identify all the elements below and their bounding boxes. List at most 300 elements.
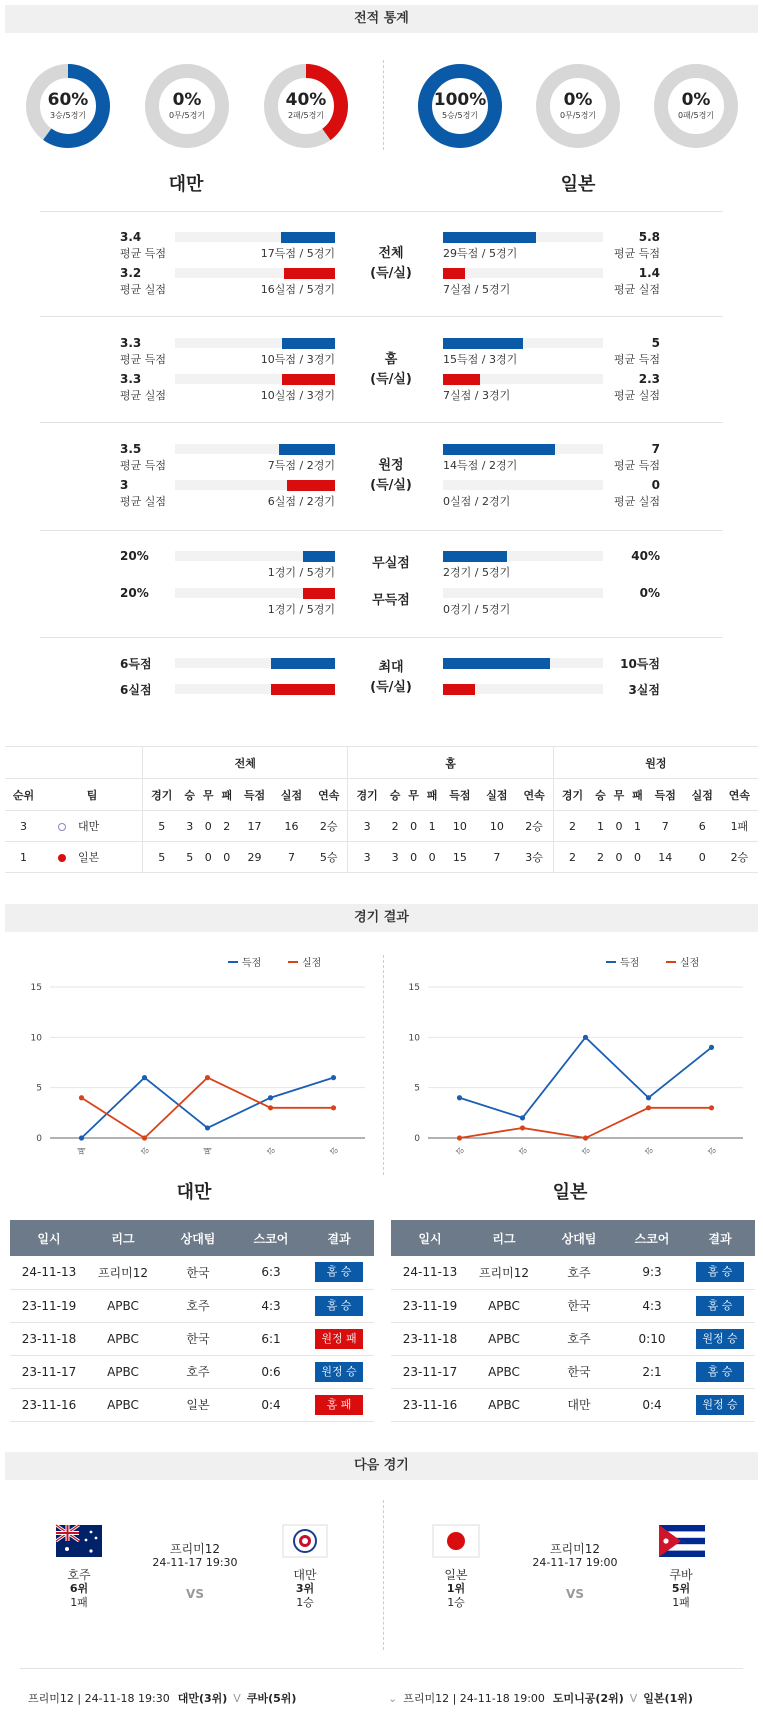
standings-cell [684, 842, 721, 873]
cell-value: 3 [363, 819, 371, 833]
cell-value: 17 [247, 819, 262, 833]
result-cell [304, 1289, 374, 1322]
away-bar [443, 684, 475, 695]
cell-value: 14 [658, 850, 673, 864]
donut-percent: 60% [47, 90, 89, 110]
next-team[interactable] [416, 1568, 496, 1610]
standings-col-header: 패 [423, 779, 442, 811]
result-cell [539, 1322, 619, 1355]
cell-value: 0 [410, 850, 418, 864]
result-value: APBC [107, 1364, 139, 1379]
result-cell [619, 1388, 685, 1421]
standings-col-header: 실점 [478, 779, 515, 811]
cell-value: 5 [158, 850, 166, 864]
away-shutout-value: 0% [639, 586, 660, 600]
result-cell [685, 1355, 755, 1388]
standings-cell [273, 842, 310, 873]
standings-col-header: 승 [591, 779, 610, 811]
standings-cell [42, 811, 143, 842]
cell-value: 3 [186, 819, 194, 833]
divider [40, 637, 723, 638]
standings-cell [553, 842, 591, 873]
divider [40, 530, 723, 531]
cell-value: 2 [391, 819, 399, 833]
result-value: 0:4 [261, 1397, 281, 1412]
result-cell [158, 1256, 238, 1289]
home-donut-2 [264, 64, 348, 148]
result-value: APBC [107, 1397, 139, 1412]
legend-label[interactable]: 득점 [242, 958, 262, 969]
result-row [391, 1256, 755, 1289]
group-total: 전체 [143, 747, 348, 779]
standings-cell [423, 811, 442, 842]
away-stat-value: 7 [651, 442, 660, 456]
chevron-down-icon[interactable]: ⌄ [388, 1692, 398, 1705]
result-value: 4:3 [642, 1298, 662, 1313]
legend-label[interactable]: 실점 [302, 958, 322, 969]
standings-cell [721, 811, 758, 842]
center-label-line: (득/실) [370, 478, 412, 493]
standings-cell [647, 811, 684, 842]
home-stat-label: 평균 득점 [120, 247, 167, 260]
cell-value: 6 [698, 819, 706, 833]
result-value: 한국 [186, 1265, 210, 1280]
y-tick-label: 0 [36, 1134, 42, 1144]
standings-col-header: 경기 [553, 779, 591, 811]
data-point [142, 1075, 147, 1080]
donut-percent: 0% [172, 90, 202, 110]
y-tick-label: 5 [414, 1083, 420, 1094]
away-results-table [391, 1220, 755, 1422]
away-shutout-count: 0경기 / 5경기 [443, 603, 511, 616]
legend-label[interactable]: 실점 [680, 958, 700, 969]
result-cell [685, 1289, 755, 1322]
standings-cell [348, 811, 386, 842]
home-team-name: 대만 [176, 1182, 212, 1203]
cell-value: 2 [596, 850, 604, 864]
cell-value: 3 [391, 850, 399, 864]
cell-value: 0 [428, 850, 436, 864]
result-cell [88, 1322, 158, 1355]
result-value: 호주 [567, 1265, 591, 1280]
x-tick-label: 승 [707, 1147, 717, 1155]
result-value: APBC [488, 1397, 520, 1412]
away-stat-label: 평균 득점 [613, 247, 660, 260]
result-cell [619, 1256, 685, 1289]
center-label-line: (득/실) [370, 372, 412, 387]
home-stat-value: 3.2 [120, 266, 142, 280]
cell-value: 7 [493, 850, 501, 864]
result-cell [539, 1355, 619, 1388]
home-stat-label: 평균 실점 [120, 283, 167, 296]
result-value: 프리미12 [97, 1265, 149, 1280]
result-cell [391, 1388, 469, 1421]
australia-flag-icon [56, 1525, 102, 1557]
next-team-record: 1패 [70, 1596, 88, 1609]
result-value: APBC [488, 1364, 520, 1379]
home-stat-count: 16실점 / 5경기 [260, 283, 335, 296]
standings-cell [143, 842, 181, 873]
away-donut-0 [418, 64, 502, 148]
data-point [142, 1135, 147, 1140]
data-point [709, 1105, 714, 1110]
result-value: 23-11-18 [21, 1331, 77, 1346]
donut-caption: 2패/5경기 [287, 111, 325, 120]
away-stat-count: 7실점 / 5경기 [443, 283, 511, 296]
donut-label [26, 64, 110, 148]
result-value: 호주 [186, 1299, 210, 1313]
result-cell [304, 1355, 374, 1388]
y-tick-label: 0 [414, 1134, 420, 1144]
next-team-record: 1패 [672, 1596, 690, 1609]
next-team-record: 1승 [296, 1596, 314, 1609]
standings-cell [515, 842, 553, 873]
away-stat-label: 평균 실점 [613, 389, 660, 402]
next-team[interactable] [39, 1568, 119, 1610]
home-stat-count: 6실점 / 2경기 [267, 495, 335, 508]
away-stat-label: 평균 득점 [613, 353, 660, 366]
x-tick-label: 승 [140, 1147, 150, 1155]
result-cell [238, 1322, 304, 1355]
home-bar [271, 658, 335, 669]
results-header-row [391, 1220, 755, 1256]
away-team-name: 일본 [552, 1182, 588, 1203]
home-team-name: 대만 [168, 174, 204, 195]
standings-cell [236, 842, 273, 873]
home-bar [284, 268, 335, 279]
standings-cell [310, 811, 348, 842]
x-tick-label: 패 [77, 1147, 87, 1155]
donut-label [536, 64, 620, 148]
away-stat-value: 5 [651, 336, 660, 350]
upcoming-opponent: 쿠바(5위) [246, 1692, 297, 1705]
standings-col-header: 득점 [236, 779, 273, 811]
home-bar [279, 444, 335, 455]
data-point [205, 1125, 210, 1130]
standings-cell [478, 811, 515, 842]
result-value: 23-11-16 [21, 1397, 77, 1412]
result-value: 0:4 [642, 1397, 662, 1412]
away-stat-count: 29득점 / 5경기 [443, 247, 518, 260]
standings-col-header: 경기 [348, 779, 386, 811]
result-row [391, 1289, 755, 1322]
home-stat-value: 3.3 [120, 336, 142, 350]
standings-cell [610, 842, 629, 873]
home-donut-1 [145, 64, 229, 148]
next-league: 프리미12 [169, 1542, 221, 1556]
japan-flag-icon [433, 1525, 479, 1557]
center-label-line: 홈 [384, 352, 398, 367]
donut-percent: 40% [285, 90, 327, 110]
standings-col-header: 무 [199, 779, 218, 811]
result-value: 4:3 [261, 1298, 281, 1313]
result-cell [238, 1256, 304, 1289]
standings-cell [441, 811, 478, 842]
legend-label[interactable]: 득점 [620, 958, 640, 969]
standings-cell [199, 842, 218, 873]
home-shutout-count: 1경기 / 5경기 [267, 603, 335, 616]
home-bar [303, 551, 335, 562]
result-badge: 원정 승 [696, 1395, 744, 1415]
standings-col-header: 득점 [647, 779, 684, 811]
away-bar [443, 268, 465, 279]
standings-cell [553, 811, 591, 842]
standings-cell [180, 811, 199, 842]
donut-label [264, 64, 348, 148]
away-stat-count: 7실점 / 3경기 [443, 389, 511, 402]
result-cell [685, 1322, 755, 1355]
x-tick-label: 승 [518, 1147, 528, 1155]
standings-cell [423, 842, 442, 873]
bar-track [443, 588, 603, 598]
away-stat-count: 15득점 / 3경기 [443, 353, 518, 366]
home-stat-label: 평균 실점 [120, 495, 167, 508]
divider [40, 316, 723, 317]
standings-cell [478, 842, 515, 873]
result-value: 23-11-19 [402, 1298, 458, 1313]
home-bar [303, 588, 335, 599]
upcoming-match-link[interactable] [388, 1690, 693, 1706]
result-value: 24-11-13 [402, 1265, 458, 1280]
result-value: 0:10 [638, 1331, 666, 1346]
team-link[interactable]: 대만 [78, 820, 100, 833]
cell-value: 29 [247, 850, 262, 864]
standings-cell [591, 842, 610, 873]
standings-cell [404, 842, 423, 873]
data-point [520, 1115, 525, 1120]
away-stat-count: 14득점 / 2경기 [443, 459, 518, 472]
result-cell [88, 1256, 158, 1289]
upcoming-info: 프리미12 | 24-11-18 19:30 [28, 1692, 170, 1705]
cell-value: 1 [428, 819, 436, 833]
standings-col-header: 팀 [42, 779, 143, 811]
data-point [331, 1075, 336, 1080]
standings-table [5, 746, 758, 873]
standings-cell [199, 811, 218, 842]
away-stat-value: 0 [651, 478, 660, 492]
next-team[interactable] [641, 1568, 721, 1610]
versus-mark: V [233, 1692, 241, 1705]
result-row [391, 1322, 755, 1355]
standings-cell [628, 811, 647, 842]
shutout-center-label: 무득점 [372, 593, 410, 608]
upcoming-team: 도미니공(2위) [552, 1692, 624, 1705]
standings-col-header: 순위 [5, 779, 42, 811]
cell-value: 2 [568, 819, 576, 833]
away-bar [443, 658, 550, 669]
cell-value: 10 [489, 819, 504, 833]
standings-col-header: 무 [404, 779, 423, 811]
cell-value: 0 [204, 850, 212, 864]
cell-value: 3 [20, 819, 27, 833]
standings-cell [610, 811, 629, 842]
y-tick-label: 5 [36, 1083, 42, 1094]
stats-header: 전적 통계 [5, 5, 758, 33]
result-value: 24-11-13 [21, 1265, 77, 1280]
result-row [391, 1355, 755, 1388]
donut-percent: 0% [681, 90, 711, 110]
away-max-value: 3실점 [628, 683, 660, 697]
home-shutout-value: 20% [120, 586, 149, 600]
result-cell [619, 1355, 685, 1388]
max-center-label [351, 658, 431, 698]
standings-cell [591, 811, 610, 842]
donut-percent: 100% [433, 90, 487, 110]
results-col-header: 상대팀 [158, 1220, 238, 1256]
standings-col-header: 연속 [515, 779, 553, 811]
cell-value: 5 [158, 819, 166, 833]
standings-col-header: 연속 [721, 779, 758, 811]
standings-col-header: 득점 [441, 779, 478, 811]
home-bar [282, 374, 335, 385]
result-cell [88, 1289, 158, 1322]
result-cell [10, 1256, 88, 1289]
cell-value: 7 [661, 819, 669, 833]
cell-value: 5 [186, 850, 194, 864]
home-max-value: 6실점 [120, 683, 152, 697]
result-value: 호주 [186, 1365, 210, 1379]
result-value: 23-11-17 [402, 1364, 458, 1379]
home-stat-count: 7득점 / 2경기 [267, 459, 335, 472]
result-badge: 홈 승 [696, 1362, 744, 1382]
standings-col-header: 승 [180, 779, 199, 811]
standings-cell [647, 842, 684, 873]
cell-value: 7 [288, 850, 296, 864]
standings-cell [386, 811, 405, 842]
result-value: APBC [107, 1298, 139, 1313]
result-cell [391, 1289, 469, 1322]
home-stat-label: 평균 실점 [120, 389, 167, 402]
next-team-name: 대만 [293, 1568, 317, 1582]
results-col-header: 스코어 [619, 1220, 685, 1256]
result-cell [469, 1388, 539, 1421]
center-label-line: 전체 [378, 246, 404, 261]
standings-cell [143, 811, 181, 842]
x-tick-label: 승 [455, 1147, 465, 1155]
next-team-rank: 5위 [671, 1582, 691, 1595]
cell-value: 1패 [730, 820, 749, 833]
results-header: 경기 결과 [5, 904, 758, 932]
result-value: 6:1 [261, 1331, 281, 1346]
standings-row [5, 842, 758, 873]
standings-cell [404, 811, 423, 842]
data-point [583, 1135, 588, 1140]
result-cell [685, 1256, 755, 1289]
home-stat-value: 3.4 [120, 230, 142, 244]
upcoming-match-link[interactable] [28, 1690, 296, 1706]
result-value: 0:6 [261, 1364, 281, 1379]
standings-col-header: 실점 [273, 779, 310, 811]
japan-emblem-icon [58, 854, 66, 862]
center-label-line: (득/실) [370, 680, 412, 695]
donut-label [418, 64, 502, 148]
result-cell [238, 1289, 304, 1322]
away-bar [443, 374, 480, 385]
standings-col-header: 무 [610, 779, 629, 811]
next-team-record: 1승 [447, 1596, 465, 1609]
standings-cell [218, 811, 237, 842]
cell-value: 0 [204, 819, 212, 833]
result-value: 23-11-16 [402, 1397, 458, 1412]
result-value: APBC [488, 1331, 520, 1346]
standings-cell [721, 842, 758, 873]
chinese-taipei-emblem-icon [58, 823, 66, 831]
cell-value: 3 [363, 850, 371, 864]
x-tick-label: 승 [581, 1147, 591, 1155]
cell-value: 2 [223, 819, 231, 833]
versus-mark: V [629, 1692, 638, 1705]
result-value: 한국 [567, 1365, 591, 1379]
vs-label: VS [186, 1587, 204, 1601]
result-cell [391, 1355, 469, 1388]
result-value: 23-11-17 [21, 1364, 77, 1379]
team-link[interactable]: 일본 [78, 851, 100, 864]
standings-col-header: 연속 [310, 779, 348, 811]
bar-track [443, 480, 603, 490]
standings-col-header: 승 [386, 779, 405, 811]
away-max-value: 10득점 [620, 657, 660, 671]
result-cell [158, 1355, 238, 1388]
away-bar [443, 551, 507, 562]
result-badge: 홈 승 [315, 1262, 363, 1282]
result-cell [10, 1322, 88, 1355]
away-score-chart [398, 950, 748, 1155]
cell-value: 15 [452, 850, 467, 864]
away-stat-label: 평균 실점 [613, 495, 660, 508]
next-datetime: 24-11-17 19:00 [532, 1556, 618, 1569]
data-point [520, 1125, 525, 1130]
bar-track [443, 268, 603, 278]
result-cell [88, 1388, 158, 1421]
away-stat-value: 2.3 [638, 372, 660, 386]
home-bar [271, 684, 335, 695]
cell-value: 0 [698, 850, 706, 864]
result-value: 프리미12 [478, 1265, 530, 1280]
result-badge: 원정 승 [696, 1329, 744, 1349]
result-row [10, 1256, 374, 1289]
next-team[interactable] [265, 1568, 345, 1610]
y-tick-label: 10 [408, 1033, 420, 1044]
data-point [331, 1105, 336, 1110]
home-stat-count: 10득점 / 3경기 [260, 353, 335, 366]
next-team-name: 호주 [67, 1568, 91, 1582]
home-bar [282, 338, 335, 349]
away-stat-value: 1.4 [638, 266, 660, 280]
cell-value: 0 [633, 850, 641, 864]
away-stat-value: 5.8 [638, 230, 660, 244]
standings-col-header: 패 [218, 779, 237, 811]
compare-center-label [351, 456, 431, 496]
home-stat-value: 3.5 [120, 442, 142, 456]
result-cell [469, 1322, 539, 1355]
chart-divider [383, 955, 384, 1175]
result-cell [158, 1289, 238, 1322]
center-label-line: (득/실) [370, 266, 412, 281]
data-point [268, 1095, 273, 1100]
divider [40, 422, 723, 423]
center-label-line: 최대 [378, 660, 404, 675]
result-value: 호주 [567, 1332, 591, 1346]
next-league: 프리미12 [549, 1542, 601, 1556]
away-bar [443, 338, 523, 349]
home-score-chart [20, 950, 370, 1155]
home-bar [287, 480, 335, 491]
data-point [583, 1035, 588, 1040]
result-cell [10, 1355, 88, 1388]
standings-row [5, 811, 758, 842]
cell-value: 2승 [525, 820, 543, 833]
shutout-center-label: 무실점 [372, 556, 410, 571]
